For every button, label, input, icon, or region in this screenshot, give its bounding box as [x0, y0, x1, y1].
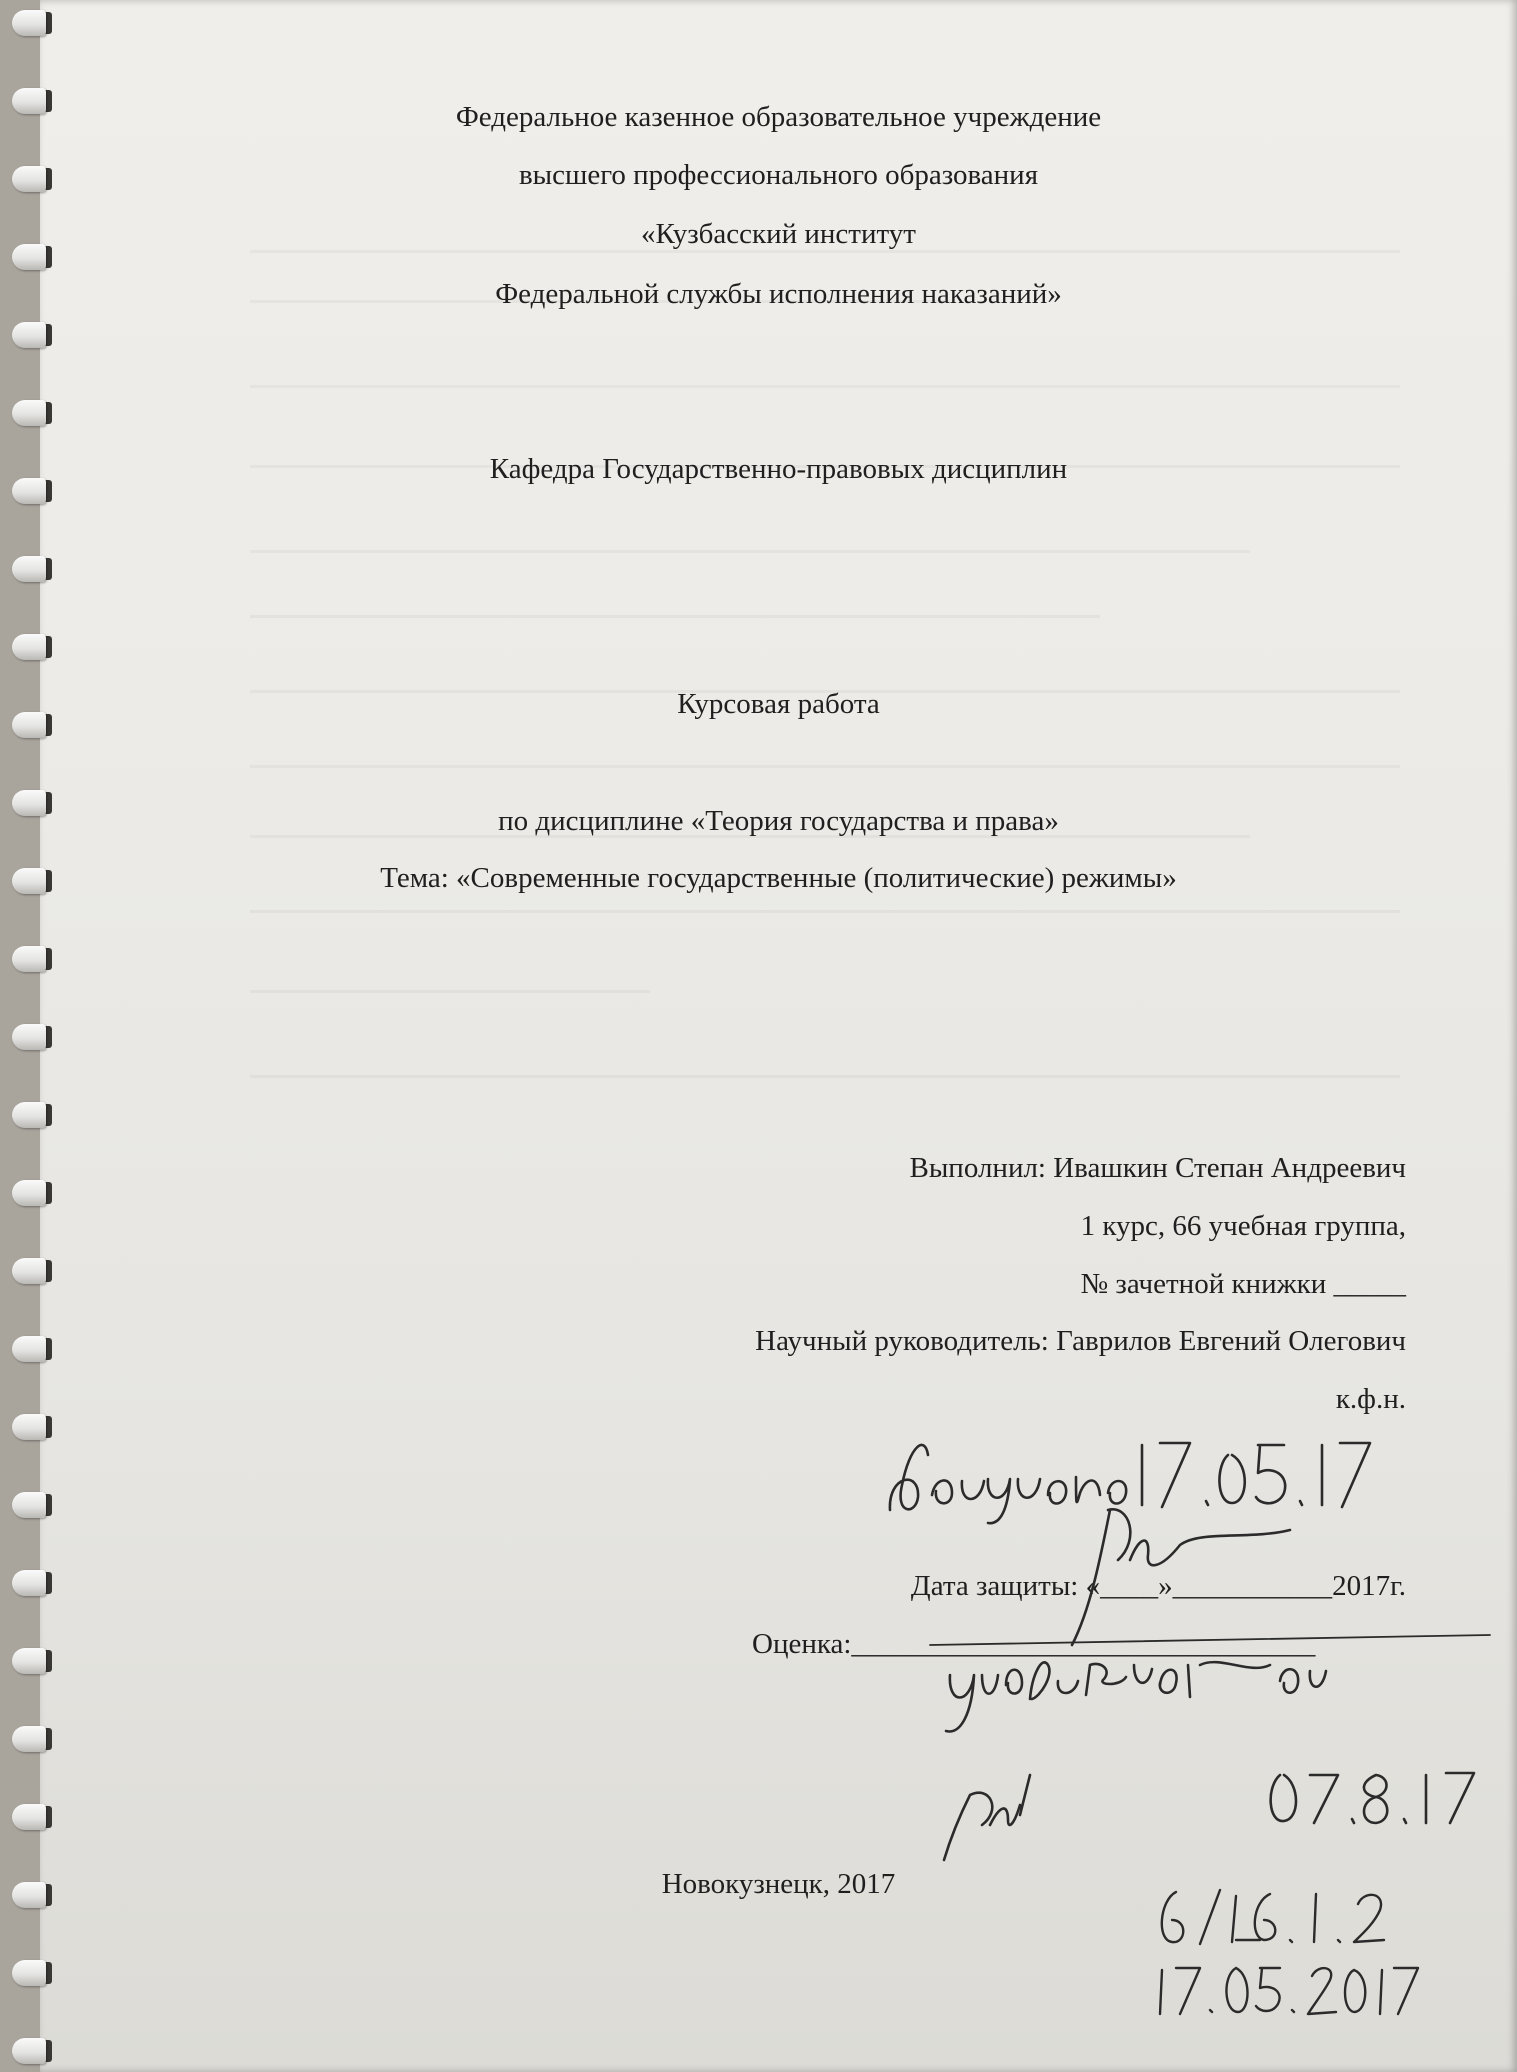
binding-ring: [12, 1018, 56, 1056]
binding-ring: [12, 472, 56, 510]
institution-line-3: «Кузбасский институт: [641, 218, 916, 250]
binding-ring: [12, 2032, 56, 2070]
binding-coil: [12, 634, 46, 660]
handwritten-grade-note: [890, 1625, 1490, 1865]
institution-line-1: Федеральное казенное образовательное учреждение: [455, 101, 1102, 133]
binding-coil: [12, 1414, 46, 1440]
show-through-line: [250, 250, 1400, 253]
binding-ring: [12, 940, 56, 978]
author-line: Выполнил: Ивашкин Степан Андреевич: [909, 1152, 1406, 1184]
discipline-line: по дисциплине «Теория государства и права»: [498, 805, 1059, 837]
binding-coil: [12, 88, 46, 114]
binding-coil: [12, 1882, 46, 1908]
binding-ring: [12, 628, 56, 666]
institution-line-4: Федеральной службы исполнения наказаний»: [495, 278, 1062, 310]
binding-coil: [12, 1024, 46, 1050]
binding-ring: [12, 1954, 56, 1992]
binding-ring: [12, 1564, 56, 1602]
show-through-line: [250, 385, 1400, 388]
record-book-line: № зачетной книжки _____: [1080, 1268, 1406, 1300]
binding-coil: [12, 712, 46, 738]
binding-ring: [12, 1486, 56, 1524]
binding-ring: [12, 1720, 56, 1758]
binding-coil: [12, 1960, 46, 1986]
binding-ring: [12, 1408, 56, 1446]
binding-coil: [12, 556, 46, 582]
binding-coil: [12, 1648, 46, 1674]
show-through-line: [250, 1075, 1400, 1078]
show-through-line: [250, 550, 1250, 553]
spiral-binding: [0, 0, 70, 2072]
binding-ring: [12, 82, 56, 120]
defense-date-line: Дата защиты: «____»___________2017г.: [910, 1570, 1406, 1602]
binding-ring: [12, 316, 56, 354]
binding-ring: [12, 550, 56, 588]
binding-ring: [12, 862, 56, 900]
binding-coil: [12, 1726, 46, 1752]
binding-coil: [12, 868, 46, 894]
supervisor-line: Научный руководитель: Гаврилов Евгений Олегович: [755, 1325, 1406, 1357]
binding-coil: [12, 2038, 46, 2064]
binding-ring: [12, 706, 56, 744]
show-through-line: [250, 990, 650, 993]
binding-coil: [12, 244, 46, 270]
show-through-line: [250, 765, 1400, 768]
binding-coil: [12, 946, 46, 972]
binding-coil: [12, 322, 46, 348]
binding-ring: [12, 1798, 56, 1836]
binding-coil: [12, 1570, 46, 1596]
department-title: Кафедра Государственно-правовых дисциплин: [489, 453, 1068, 485]
binding-coil: [12, 10, 46, 36]
binding-ring: [12, 1252, 56, 1290]
topic-line: Тема: «Современные государственные (политические) режимы»: [380, 862, 1177, 894]
binding-ring: [12, 784, 56, 822]
document-page: [40, 0, 1517, 2072]
handwritten-registration-note: [1140, 1880, 1420, 2020]
binding-ring: [12, 1876, 56, 1914]
binding-ring: [12, 160, 56, 198]
supervisor-degree: к.ф.н.: [1335, 1383, 1406, 1415]
binding-coil: [12, 1336, 46, 1362]
binding-coil: [12, 1804, 46, 1830]
binding-coil: [12, 1258, 46, 1284]
binding-ring: [12, 1096, 56, 1134]
binding-ring: [12, 1174, 56, 1212]
binding-ring: [12, 238, 56, 276]
binding-coil: [12, 1102, 46, 1128]
binding-coil: [12, 1180, 46, 1206]
grade-line: Оценка:________________________________: [752, 1628, 1316, 1660]
binding-coil: [12, 166, 46, 192]
show-through-line: [250, 615, 1100, 618]
binding-coil: [12, 790, 46, 816]
binding-ring: [12, 394, 56, 432]
work-type: Курсовая работа: [677, 688, 880, 720]
binding-ring: [12, 4, 56, 42]
institution-line-2: высшего профессионального образования: [518, 159, 1039, 191]
show-through-line: [250, 910, 1400, 913]
author-group: 1 курс, 66 учебная группа,: [1080, 1210, 1406, 1242]
city-year: Новокузнецк, 2017: [661, 1868, 896, 1900]
binding-coil: [12, 1492, 46, 1518]
binding-ring: [12, 1330, 56, 1368]
binding-ring: [12, 1642, 56, 1680]
binding-coil: [12, 478, 46, 504]
binding-coil: [12, 400, 46, 426]
